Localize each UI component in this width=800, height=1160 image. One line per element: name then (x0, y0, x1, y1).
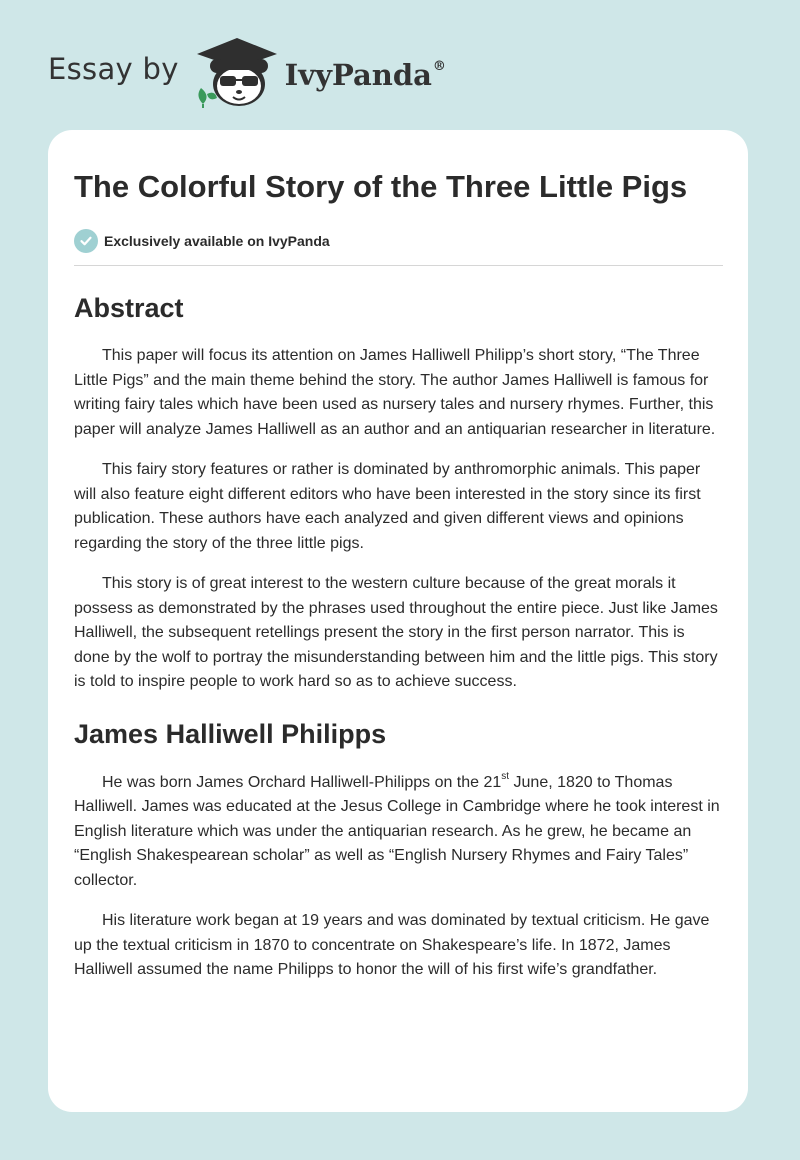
brand-text: IvyPanda (284, 58, 432, 92)
bio-p1-before: He was born James Orchard Halliwell-Philipps on the 21 (102, 773, 502, 791)
article-card (48, 130, 748, 1112)
bio-heading: James Halliwell Philipps (74, 718, 387, 749)
exclusive-label: Exclusively available on IvyPanda (104, 233, 330, 249)
bio-paragraph-2: His literature work began at 19 years and was dominated by textual criticism. He gave up the textual criticism in 1870 to concentrate on Shakespeare’s life. In 1872, James Halliwell assumed the name Philipps to honor the will of his first wife’s grandfather. (74, 912, 710, 978)
article-title: The Colorful Story of the Three Little Pigs (74, 169, 688, 204)
divider (74, 265, 723, 266)
registered-mark: ® (432, 59, 446, 75)
exclusive-badge (74, 228, 722, 254)
panda-graduate-icon[interactable] (193, 36, 281, 108)
brand-name[interactable] (285, 58, 446, 92)
bio-paragraph-1 (74, 771, 722, 894)
site-header (48, 36, 446, 108)
essay-by-label: Essay by (48, 52, 179, 86)
abstract-paragraph-3: This story is of great interest to the western culture because of the great morals it possess as demonstrated by the phrases used throughout the entire piece. Just like James Halliwell, the subsequent retellings present the story in the first person narrator. This is done by the wolf to portray the misunderstanding between him and the little pigs. This story is told to inspire people to work hard so as to achieve success. (74, 575, 718, 690)
abstract-paragraph-2: This fairy story features or rather is dominated by anthromorphic animals. This paper will also feature eight different editors who have been interested in the story since its first publication. These authors have each analyzed and given different views and opinions regarding the story of the three little pigs. (74, 461, 701, 552)
ordinal-suffix: st (501, 771, 510, 783)
abstract-heading: Abstract (74, 293, 184, 323)
abstract-paragraph-1: This paper will focus its attention on James Halliwell Philipp’s short story, “The Three Little Pigs” and the main theme behind the story. The author James Halliwell is famous for writing fairy tales which have been used as nursery tales and nursery rhymes. Further, this paper will analyze James Halliwell as an author and an antiquarian researcher in literature. (74, 347, 716, 438)
bio-p1-after: June, 1820 to Thomas Halliwell. James was educated at the Jesus College in Cambridge where he took interest in English literature which was under the antiquarian research. As he grew, he became an “English Shakespearean scholar” as well as “English Nursery Rhymes and Fairy Tales” collector. (74, 773, 720, 889)
check-circle-icon (74, 229, 98, 253)
